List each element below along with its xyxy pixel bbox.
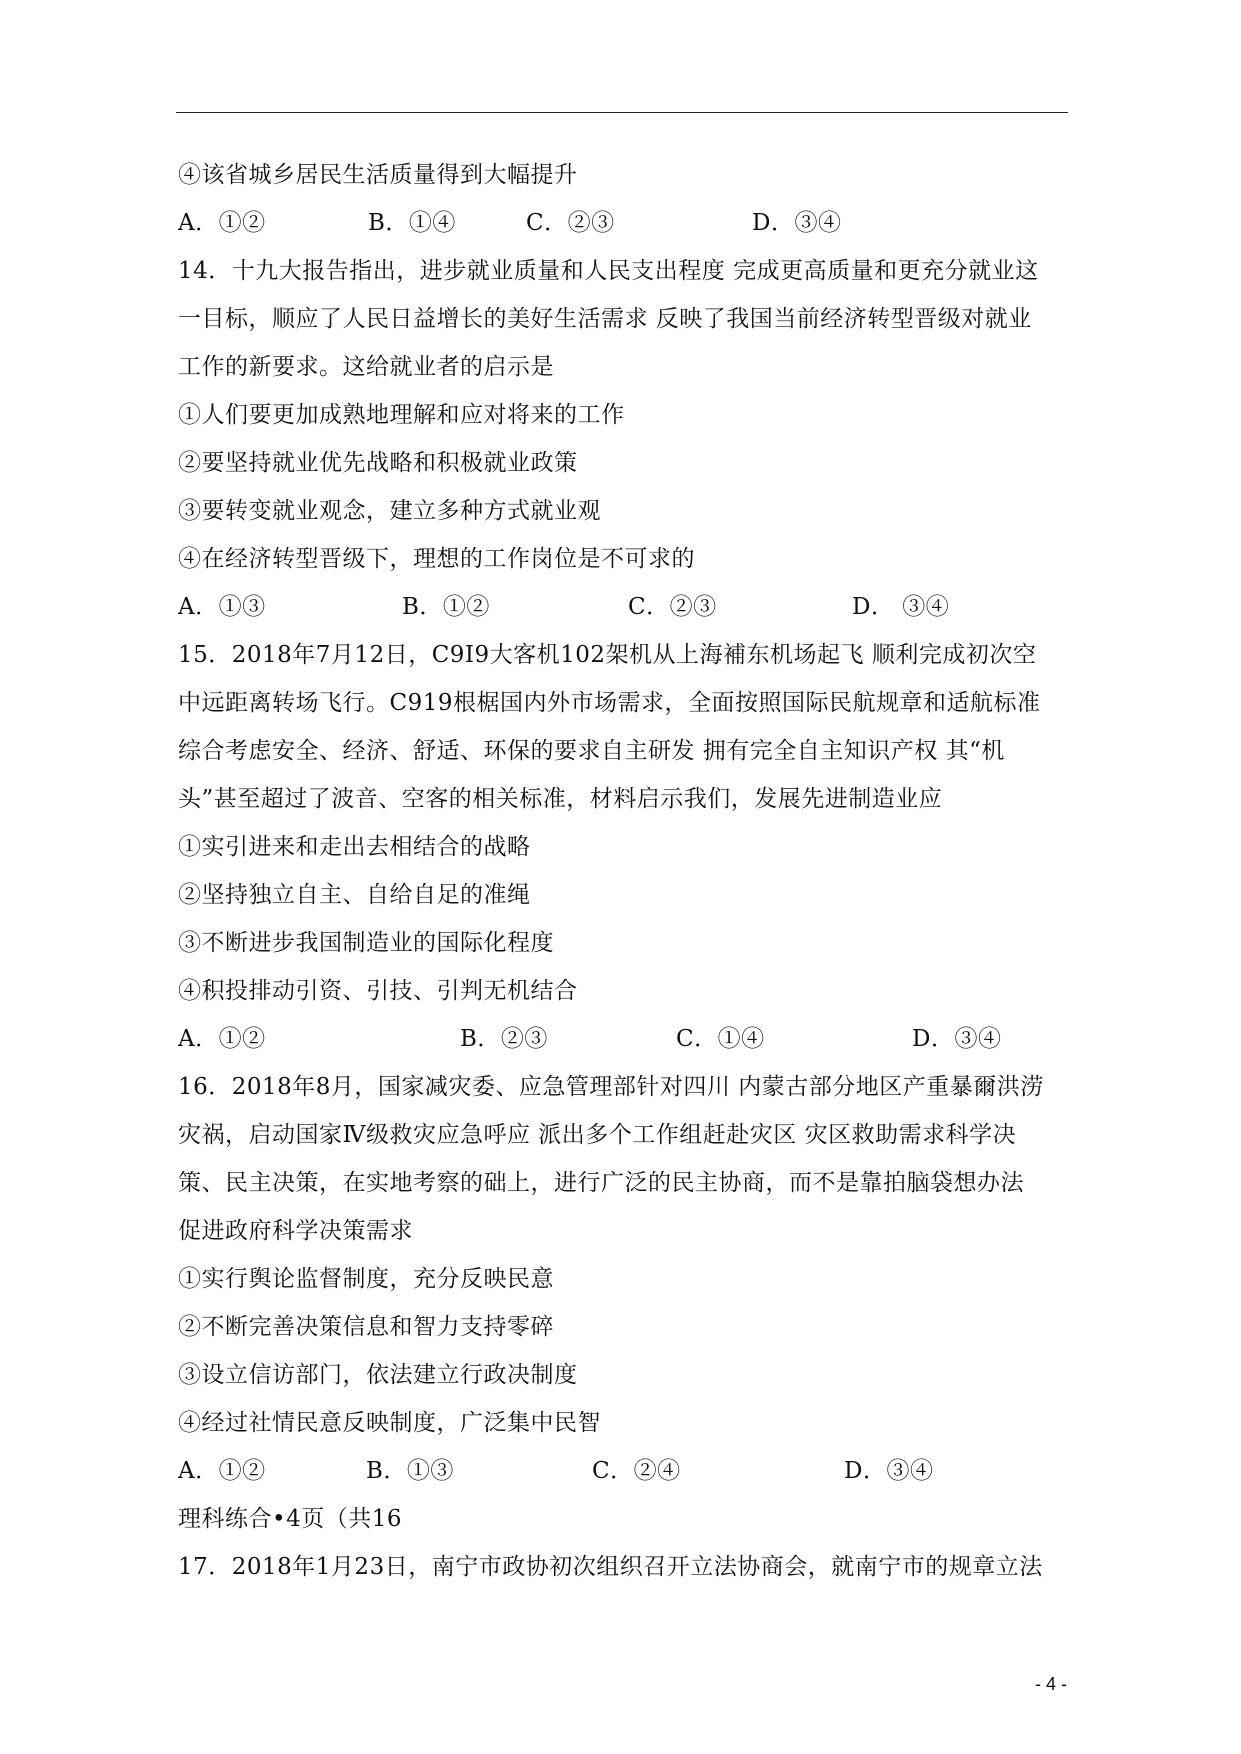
q13-option-c: C．②③	[526, 210, 615, 236]
footer-note: 理科练合•4页（共16	[178, 1506, 402, 1532]
q16-option-c: C．②④	[592, 1458, 681, 1484]
q14-option-c: C．②③	[628, 594, 717, 620]
q14-item-3: ③要转变就业观念，建立多种方式就业观	[178, 498, 601, 524]
q13-option-b: B．①④	[368, 210, 456, 236]
q17-stem-line-1: 17．2018年1月23日，南宁市政协初次组织召开立法协商会，就南宁市的规章立法	[178, 1554, 1043, 1580]
q15-option-b: B．②③	[460, 1026, 548, 1052]
q14-stem-line-2: 一目标，顺应了人民日益增长的美好生活需求 反映了我国当前经济转型晋级对就业	[178, 306, 1032, 332]
q15-stem-line-2: 中远距离转场飞行。C919根椐国内外市场需求，全面按照国际民航规章和适航标准	[178, 690, 1041, 716]
q13-item-4: ④该省城乡居民生活质量得到大幅提升	[178, 162, 578, 188]
q16-stem-line-4: 促进政府科学决策需求	[178, 1218, 413, 1244]
q15-item-4: ④积投排动引资、引技、引判无机结合	[178, 978, 578, 1004]
q14-item-2: ②要坚持就业优先战略和积极就业政策	[178, 450, 578, 476]
q16-item-1: ①实行舆论监督制度，充分反映民意	[178, 1266, 554, 1292]
q15-option-d: D．③④	[912, 1026, 1002, 1052]
q15-option-a: A．①②	[178, 1026, 266, 1052]
q14-stem-line-1: 14．十九大报告指出，进步就业质量和人民支出程度 完成更高质量和更充分就业这	[178, 258, 1039, 284]
q16-option-d: D．③④	[844, 1458, 934, 1484]
q16-item-3: ③设立信访部门，依法建立行政决制度	[178, 1362, 578, 1388]
q15-stem-line-4: 头”甚至超过了波音、空客的相关标准，材料启示我们，发展先进制造业应	[178, 786, 943, 812]
q16-option-a: A．①②	[178, 1458, 266, 1484]
q16-stem-line-3: 策、民主决策，在实地考察的础上，进行广泛的民主协商，而不是靠拍脑袋想办法	[178, 1170, 1024, 1196]
q16-option-b: B．①③	[366, 1458, 454, 1484]
q15-item-1: ①实引进来和走出去相结合的战略	[178, 834, 531, 860]
q15-stem-line-3: 综合考虑安全、经济、舒适、环保的要求自主研发 拥有完全自主知识产权 其“机	[178, 738, 1005, 764]
q15-stem-line-1: 15．2018年7月12日，C9I9大客机102架机从上海補东机场起飞 顺利完成初次空	[178, 642, 1037, 668]
header-rule	[176, 112, 1068, 113]
q16-stem-line-2: 灾祸，启动国家Ⅳ级救灾应急呼应 派出多个工作组赶赴灾区 灾区救助需求科学决	[178, 1122, 1017, 1148]
q13-option-a: A．①②	[178, 210, 266, 236]
q14-item-4: ④在经济转型晋级下，理想的工作岗位是不可求的	[178, 546, 695, 572]
q15-item-3: ③不断进步我国制造业的国际化程度	[178, 930, 554, 956]
q14-item-1: ①人们要更加成熟地理解和应对将来的工作	[178, 402, 625, 428]
q13-option-d: D．③④	[752, 210, 842, 236]
q14-option-a: A．①③	[178, 594, 266, 620]
q14-option-d: D． ③④	[852, 594, 950, 620]
q16-item-4: ④经过社情民意反映制度，广泛集中民智	[178, 1410, 601, 1436]
q16-item-2: ②不断完善决策信息和智力支持零碎	[178, 1314, 554, 1340]
q15-option-c: C．①④	[676, 1026, 765, 1052]
page-number: - 4 -	[1035, 1674, 1068, 1694]
q14-stem-line-3: 工作的新要求。这给就业者的启示是	[178, 354, 554, 380]
q15-item-2: ②坚持独立自主、自给自足的准绳	[178, 882, 531, 908]
q14-option-b: B．①②	[402, 594, 490, 620]
q16-stem-line-1: 16．2018年8月，国家减灾委、应急管理部针对四川 内蒙古部分地区产重暴爾洪涝	[178, 1074, 1044, 1100]
